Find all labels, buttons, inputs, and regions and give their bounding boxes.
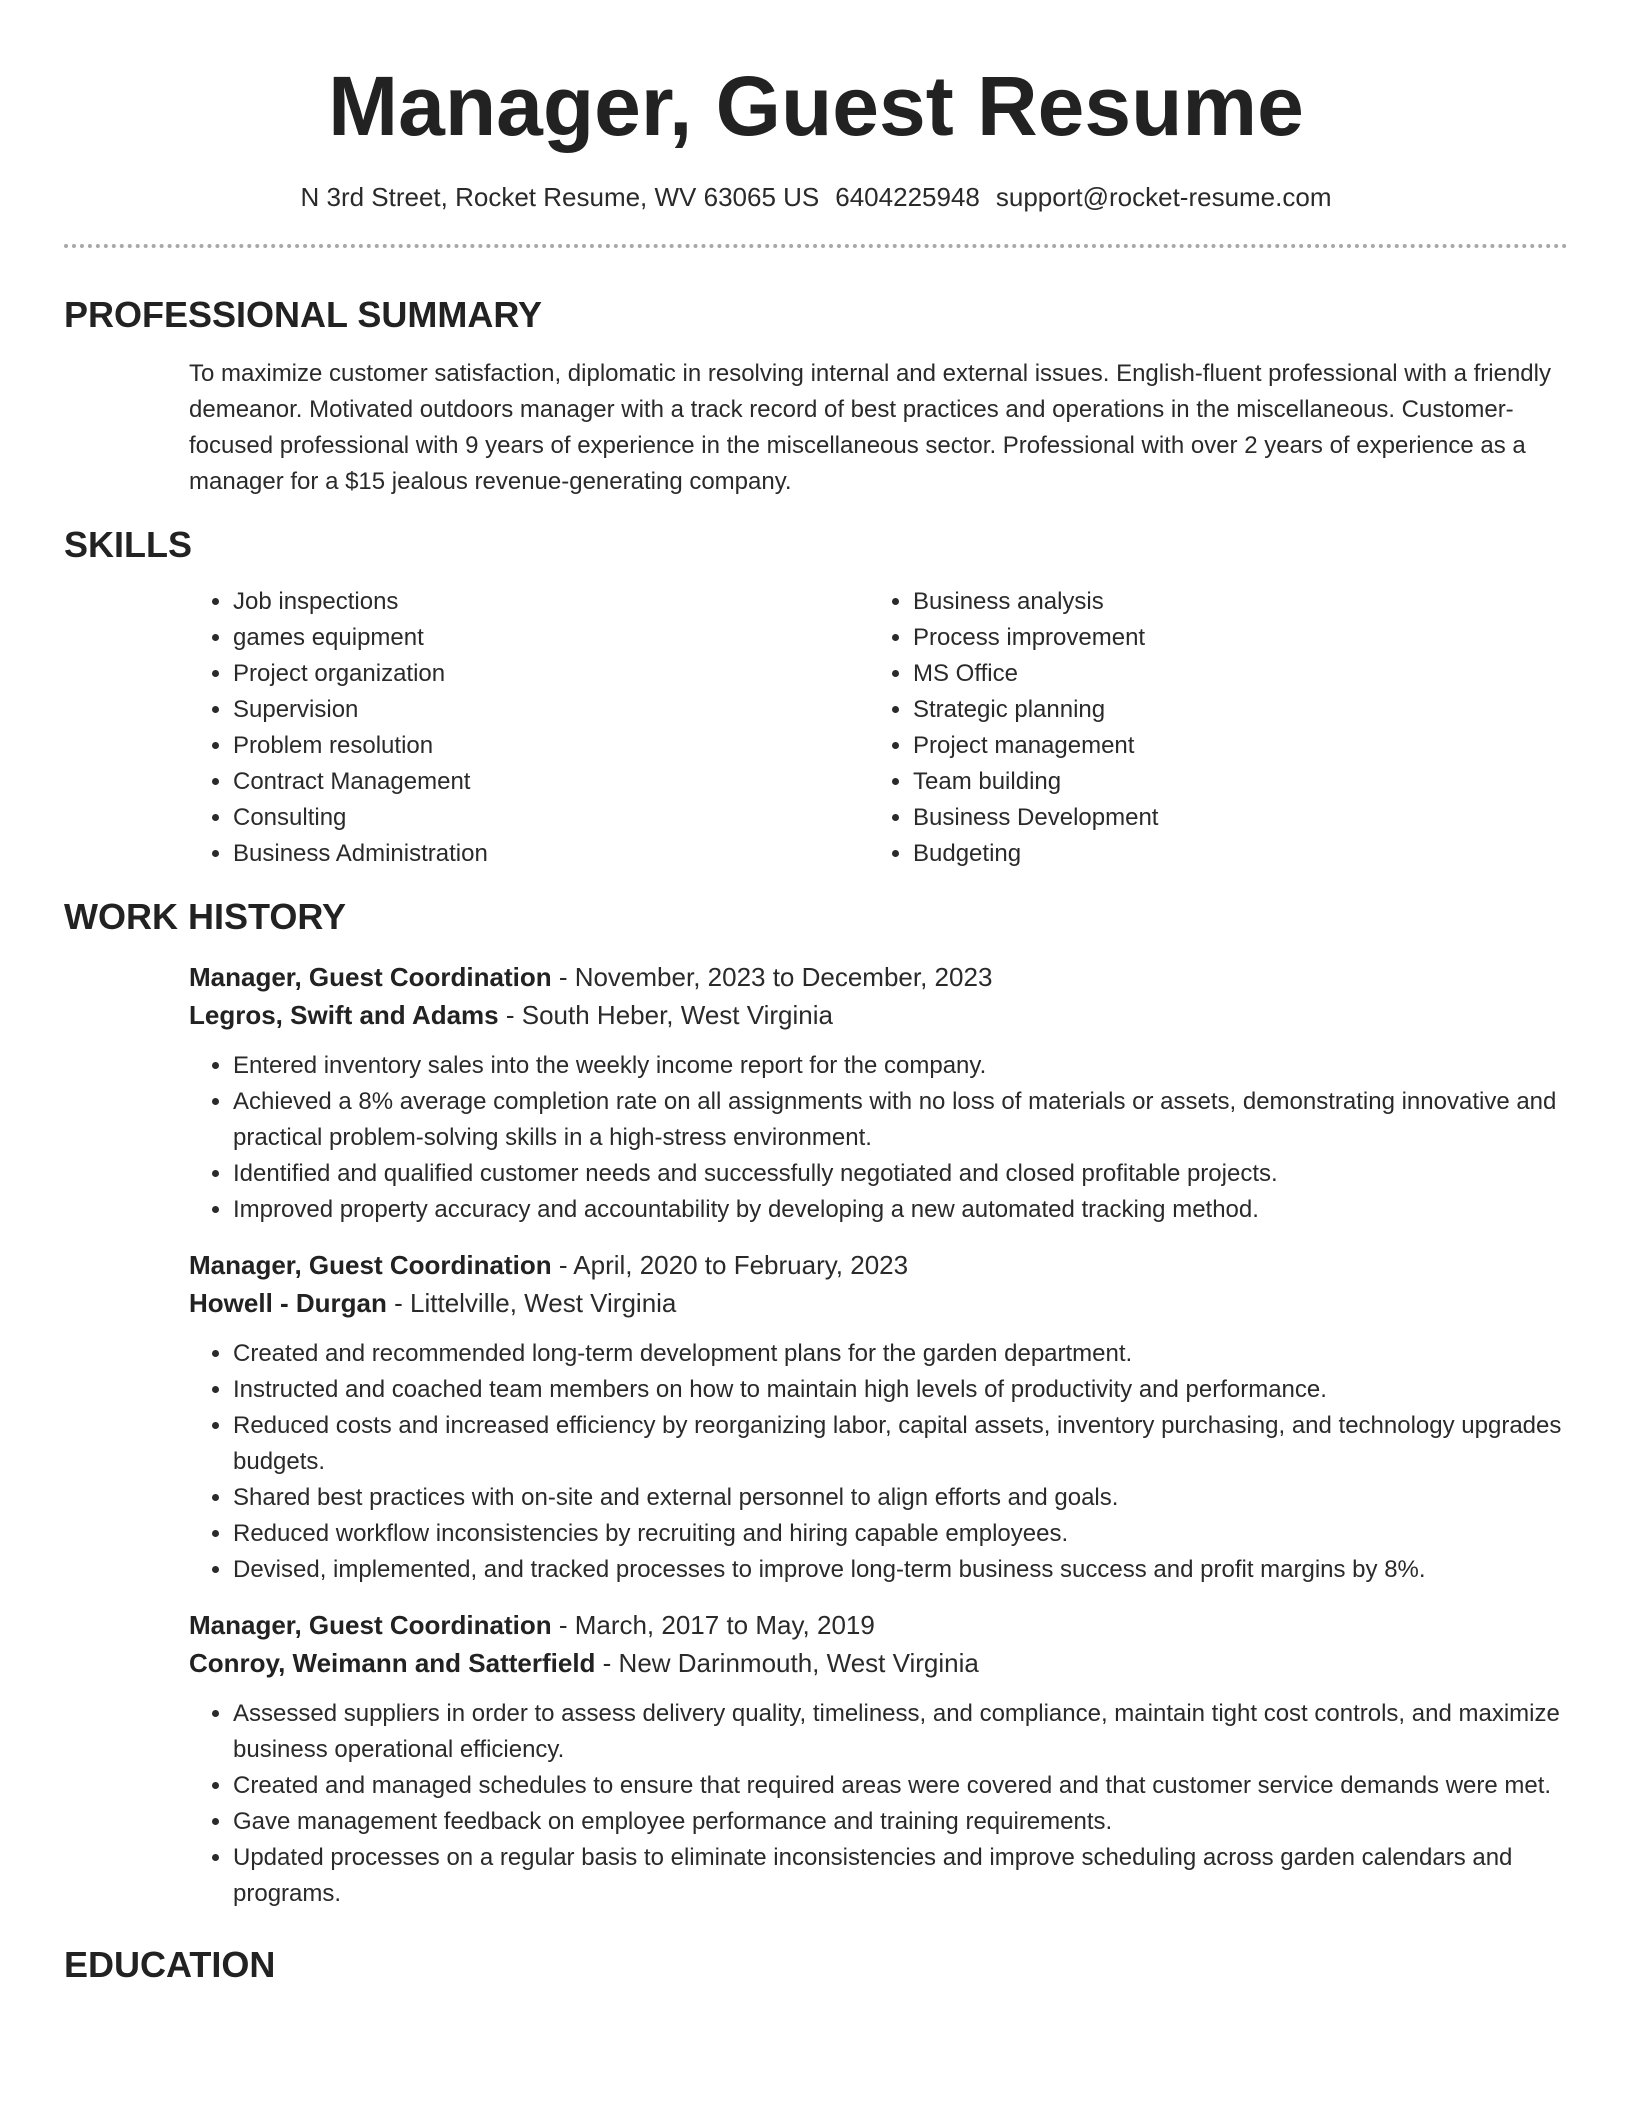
job-bullet: • Shared best practices with on-site and external personnel to align efforts and goals. (233, 1480, 1568, 1516)
skill-item: • games equipment (233, 620, 869, 656)
education-heading: EDUCATION (64, 1944, 276, 1985)
skill-item: • Business Development (913, 800, 1549, 836)
job-bullet: • Reduced workflow inconsistencies by recruiting and hiring capable employees. (233, 1516, 1568, 1552)
job-bullet: • Improved property accuracy and accountability by developing a new automated tracking method. (233, 1192, 1568, 1228)
job-dates: - April, 2020 to February, 2023 (551, 1250, 909, 1280)
skill-item: • Budgeting (913, 836, 1549, 872)
skill-item: • Team building (913, 764, 1549, 800)
job-bullet: • Achieved a 8% average completion rate on all assignments with no loss of materials or assets, demonstrating innovative and practical problem-solving skills in a high-stress environment. (233, 1084, 1568, 1156)
job-bullet: • Gave management feedback on employee performance and training requirements. (233, 1804, 1568, 1840)
contact-address: N 3rd Street, Rocket Resume, WV 63065 US (300, 182, 820, 212)
skills-list-right (869, 584, 1549, 872)
header-divider (64, 244, 1568, 248)
skills-list-left (189, 584, 869, 872)
job-title: Manager, Guest Coordination (189, 1250, 552, 1280)
job-company-line (189, 1284, 1568, 1322)
job-company: Conroy, Weimann and Satterfield (189, 1648, 596, 1678)
job-bullet: • Created and managed schedules to ensure that required areas were covered and that customer service demands were met. (233, 1768, 1568, 1804)
job-bullet: • Updated processes on a regular basis to eliminate inconsistencies and improve scheduling across garden calendars and programs. (233, 1840, 1568, 1912)
skill-item: • MS Office (913, 656, 1549, 692)
skill-item: • Strategic planning (913, 692, 1549, 728)
contact-phone: 6404225948 (835, 182, 980, 212)
job-title-line (189, 1246, 1568, 1284)
job-company: Legros, Swift and Adams (189, 1000, 499, 1030)
skills-column-left (189, 584, 869, 872)
skill-item: • Project organization (233, 656, 869, 692)
job-bullet: • Instructed and coached team members on how to maintain high levels of productivity and performance. (233, 1372, 1568, 1408)
skill-item: • Contract Management (233, 764, 869, 800)
summary-text: To maximize customer satisfaction, diplomatic in resolving internal and external issues. English-fluent professional with a friendly demeanor. Motivated outdoors manager with a track record of best practices and operations in the miscellaneous. Customer-focused professional with 9 years of experience in the miscellaneous sector. Professional with over 2 years of experience as a manager for a $15 jealous revenue-generating company. (189, 360, 1551, 495)
skill-item: • Business analysis (913, 584, 1549, 620)
skill-item: • Job inspections (233, 584, 869, 620)
job-dates: - November, 2023 to December, 2023 (551, 962, 993, 992)
job-bullet: • Reduced costs and increased efficiency by reorganizing labor, capital assets, inventory purchasing, and technology upgrades budgets. (233, 1408, 1568, 1480)
skill-item: • Process improvement (913, 620, 1549, 656)
skill-item: • Project management (913, 728, 1549, 764)
job-bullet: • Assessed suppliers in order to assess delivery quality, timeliness, and compliance, maintain tight cost controls, and maximize business operational efficiency. (233, 1696, 1568, 1768)
skills-column-right (869, 584, 1549, 872)
resume-name: Manager, Guest Resume (328, 59, 1304, 153)
job-bullets (189, 1696, 1568, 1912)
contact-email: support@rocket-resume.com (995, 182, 1332, 212)
skills-grid (189, 584, 1568, 872)
job-location: - New Darinmouth, West Virginia (595, 1648, 979, 1678)
skill-item: • Business Administration (233, 836, 869, 872)
job-title: Manager, Guest Coordination (189, 1610, 552, 1640)
summary-heading: PROFESSIONAL SUMMARY (64, 294, 543, 335)
skill-item: • Supervision (233, 692, 869, 728)
job-bullet: • Devised, implemented, and tracked processes to improve long-term business success and profit margins by 8%. (233, 1552, 1568, 1588)
skill-item: • Consulting (233, 800, 869, 836)
job-company-line (189, 1644, 1568, 1682)
job-entry (189, 1246, 1568, 1588)
job-dates: - March, 2017 to May, 2019 (551, 1610, 875, 1640)
job-company-line (189, 996, 1568, 1034)
contact-line (64, 180, 1568, 214)
skill-item: • Problem resolution (233, 728, 869, 764)
work-history-list (189, 958, 1568, 1912)
job-entry (189, 958, 1568, 1228)
job-bullet: • Entered inventory sales into the weekly income report for the company. (233, 1048, 1568, 1084)
job-title-line (189, 1606, 1568, 1644)
job-bullet: • Identified and qualified customer needs and successfully negotiated and closed profitable projects. (233, 1156, 1568, 1192)
job-entry (189, 1606, 1568, 1912)
job-location: - South Heber, West Virginia (498, 1000, 833, 1030)
job-company: Howell - Durgan (189, 1288, 387, 1318)
job-bullet: • Created and recommended long-term development plans for the garden department. (233, 1336, 1568, 1372)
job-title-line (189, 958, 1568, 996)
job-title: Manager, Guest Coordination (189, 962, 552, 992)
skills-heading: SKILLS (64, 524, 193, 565)
job-bullets (189, 1048, 1568, 1228)
job-bullets (189, 1336, 1568, 1588)
job-location: - Littelville, West Virginia (386, 1288, 677, 1318)
work-history-heading: WORK HISTORY (64, 896, 347, 937)
